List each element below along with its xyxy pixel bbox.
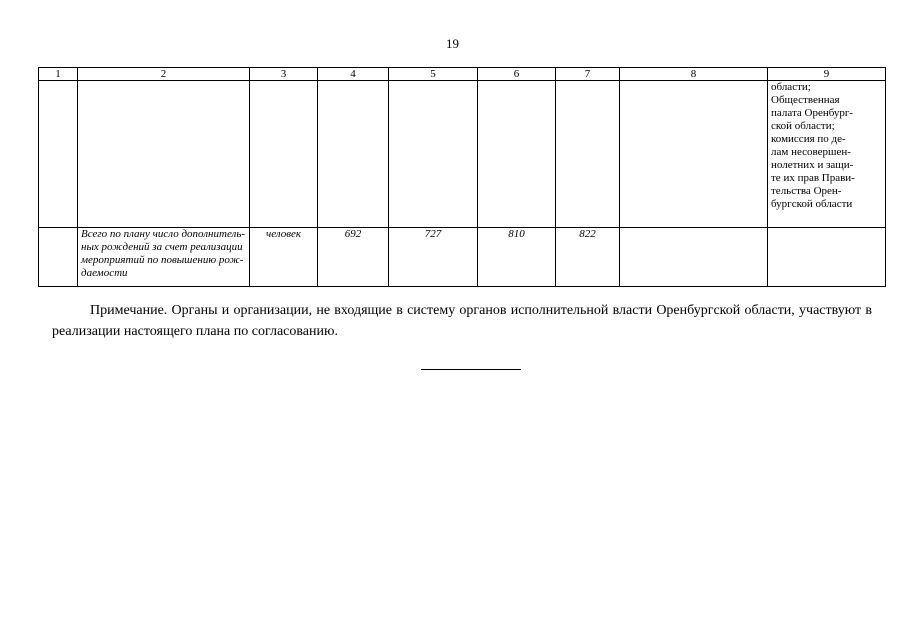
responsible-line: нолетних и защи- <box>771 159 854 171</box>
total-label: Всего по плану число дополнитель-ных рождений за счет реализации мероприятий по повышению рож-даемости <box>78 228 250 287</box>
responsible-cell <box>768 81 886 228</box>
total-unit: человек <box>250 228 318 287</box>
responsible-line: ской области; <box>771 120 835 132</box>
responsible-line: Общественная <box>771 94 840 106</box>
column-number-row <box>39 68 886 81</box>
column-number-2: 2 <box>78 68 250 81</box>
total-value-6: 810 <box>478 228 556 287</box>
cont-cell-5 <box>389 81 478 228</box>
responsible-line: тельства Орен- <box>771 185 842 197</box>
responsible-line: бургской области <box>771 198 853 210</box>
column-number-5: 5 <box>389 68 478 81</box>
cont-cell-3 <box>250 81 318 228</box>
responsible-line: области; <box>771 81 811 93</box>
total-cell-1 <box>39 228 78 287</box>
plan-table <box>38 67 886 287</box>
column-number-6: 6 <box>478 68 556 81</box>
column-number-9: 9 <box>768 68 886 81</box>
total-value-4: 692 <box>318 228 389 287</box>
note-paragraph: Примечание. Органы и организации, не входящие в систему органов исполнительной власти Оренбургской области, участвуют в реализации настоящего плана по согласованию. <box>52 303 872 339</box>
column-number-3: 3 <box>250 68 318 81</box>
column-number-7: 7 <box>556 68 620 81</box>
page-number: 19 <box>446 36 459 51</box>
total-cell-9 <box>768 228 886 287</box>
responsible-line: те их прав Прави- <box>771 172 855 184</box>
responsible-line: лам несовершен- <box>771 146 851 158</box>
column-number-4: 4 <box>318 68 389 81</box>
responsible-line: комиссия по де- <box>771 133 846 145</box>
responsible-line: палата Оренбург- <box>771 107 854 119</box>
cont-cell-2 <box>78 81 250 228</box>
total-value-7: 822 <box>556 228 620 287</box>
cont-cell-4 <box>318 81 389 228</box>
total-row <box>39 228 886 287</box>
continuation-row <box>39 81 886 228</box>
cont-cell-8 <box>620 81 768 228</box>
column-number-1: 1 <box>39 68 78 81</box>
cont-cell-1 <box>39 81 78 228</box>
total-cell-8 <box>620 228 768 287</box>
total-value-5: 727 <box>389 228 478 287</box>
responsible-list <box>771 81 882 211</box>
column-number-8: 8 <box>620 68 768 81</box>
cont-cell-7 <box>556 81 620 228</box>
end-divider <box>421 369 521 370</box>
cont-cell-6 <box>478 81 556 228</box>
